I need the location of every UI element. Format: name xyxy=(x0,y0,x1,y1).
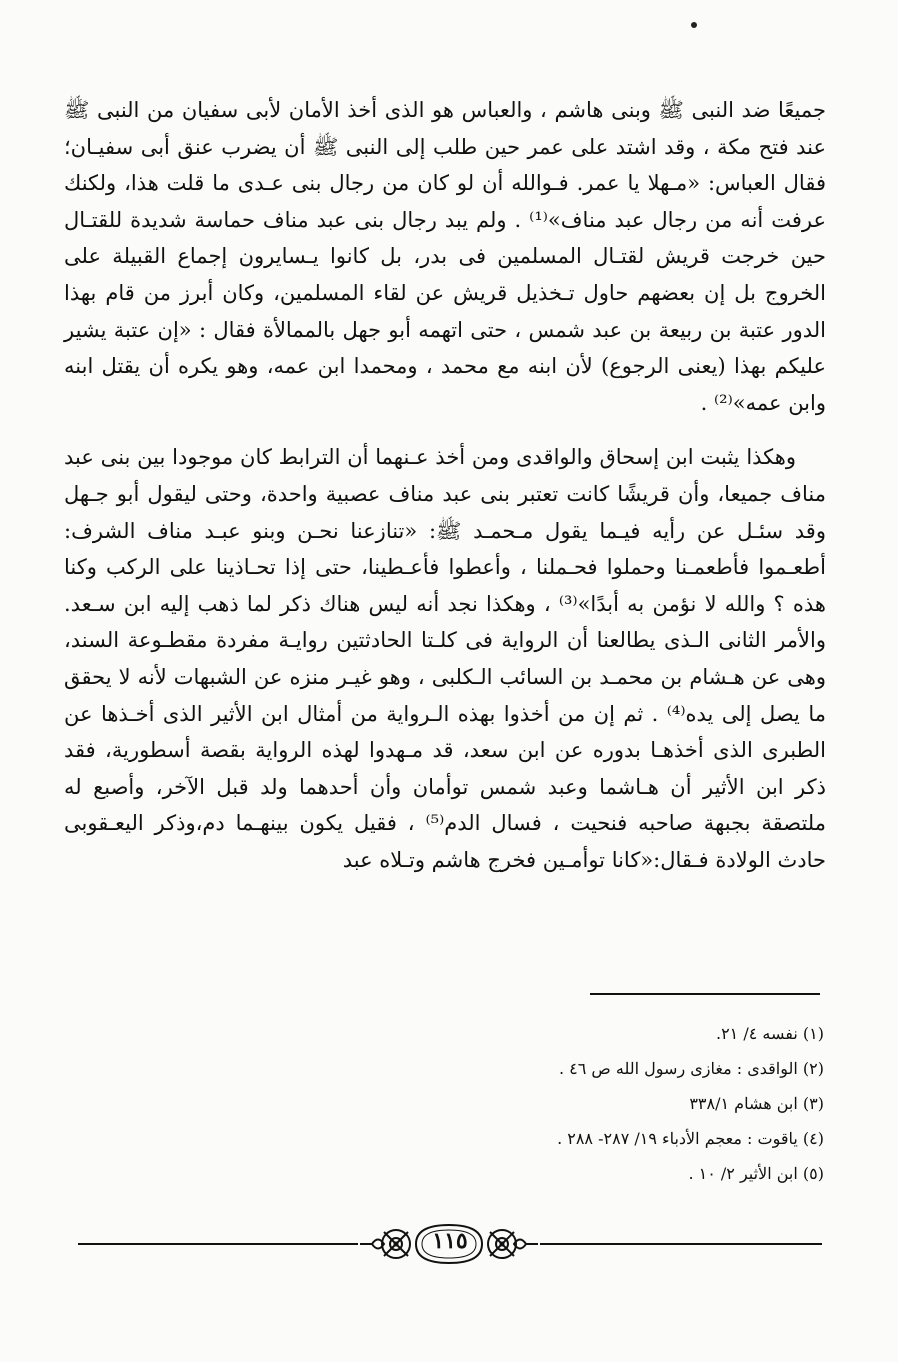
footnotes xyxy=(64,1016,824,1191)
footnote-2: (٢) الواقدى : مغازى رسول الله ص ٤٦ . xyxy=(558,1059,824,1078)
footnote-3: (٣) ابن هشام ٣٣٨/١ xyxy=(689,1094,824,1113)
page-mark-dot xyxy=(691,22,697,28)
footnote-1: (١) نفسه ٤/ ٢١. xyxy=(715,1024,824,1043)
footnote-5: (٥) ابن الأثير ٢/ ١٠ . xyxy=(688,1164,824,1183)
footnote-separator xyxy=(590,993,820,995)
footnote-4: (٤) ياقوت : معجم الأدباء ١٩/ ٢٨٧- ٢٨٨ . xyxy=(557,1129,824,1148)
paragraph-1: جميعًا ضد النبى ﷺ وبنى هاشم ، والعباس هو الذى أخذ الأمان لأبى سفيان من النبى ﷺ عند فتح مكة ، وقد اشتد على عمر حين طلب إلى النبى ﷺ أن يضرب عنق أبى سفيـان؛ فقال العباس: «مـهلا يا عمر. فـوالله أن لو كان من رجال بنى عـدى ما قلت هذا، ولكنك عرفت أنه من رجال عبد مناف»⁽¹⁾ . ولم يبد رجال بنى عبد مناف حماسة شديدة للقتـال حين خرجت قريش لقتـال المسلمين فى بدر، بل كانوا يـسايرون إجماع القبيلة على الخروج بل إن بعضهم حاول تـخذيل قريش عن لقاء المسلمين، وكان أبرز من قام بهذا الدور عتبة بن ربيعة بن عبد شمس ، حتى اتهمه أبو جهل بالممالأة فقال : «إن عتبة يشير عليكم بهذا (يعنى الرجوع) لأن ابنه مع محمد ، ومحمدا ابن عمه، وهو يكره أن يقتل ابنه وابن عمه»⁽²⁾ . xyxy=(64,98,826,415)
body-text xyxy=(64,92,826,878)
footer-rule-right xyxy=(540,1243,822,1245)
footer-rule-left xyxy=(78,1243,358,1245)
paragraph-2: وهكذا يثبت ابن إسحاق والواقدى ومن أخذ عـنهما أن الترابط كان موجودا بين بنى عبد مناف جميعا، وأن قريشًا كانت تعتبر بنى عبد مناف عصبية واحدة، وحتى ليقول أبو جـهل وقد سئـل عن رأيه فيـما يقول مـحمـد ﷺ: «تنازعنا نحـن وبنو عبـد مناف الشرف: أطعـموا فأطعمـنا وحملوا فحـملنا ، وأعطوا فأعـطينا، حتى إذا تحـاذينا على الركب وكنا هذه ؟ والله لا نؤمن به أبدًا»⁽³⁾ ، وهكذا نجد أنه ليس هناك ذكر لما ذهب إليه ابن سـعد. والأمر الثانى الـذى يطالعنا أن الرواية فى كلـتا الحادثتين روايـة مفردة مقطـوعة السند، وهى عن هـشام بن محمـد بن السائب الـكلبى ، وهو غيـر منزه عن الشبهات لأنه لا يحقق ما يصل إلى يده⁽⁴⁾ . ثم إن من أخذوا بهذه الـرواية من أمثال ابن الأثير الذى أخـذها عن الطبرى الذى أخذهـا بدوره عن ابن سعد، قد مـهدوا لهذه الرواية بقصة أسطورية، فقد ذكر ابن الأثير أن هـاشما وعبد شمس توأمان وأن أحدهما ولد قبل الآخر، وأصبع له ملتصقة بجبهة صاحبه فنحيت ، فسال الدم⁽⁵⁾ ، فقيل يكون بينهـما دم،وذكر اليعـقوبى حادث الولادة فـقال:«كانا توأمـين فخرج هاشم وتـلاه عبد xyxy=(64,445,827,872)
page-number: ١١٥ xyxy=(432,1228,468,1254)
